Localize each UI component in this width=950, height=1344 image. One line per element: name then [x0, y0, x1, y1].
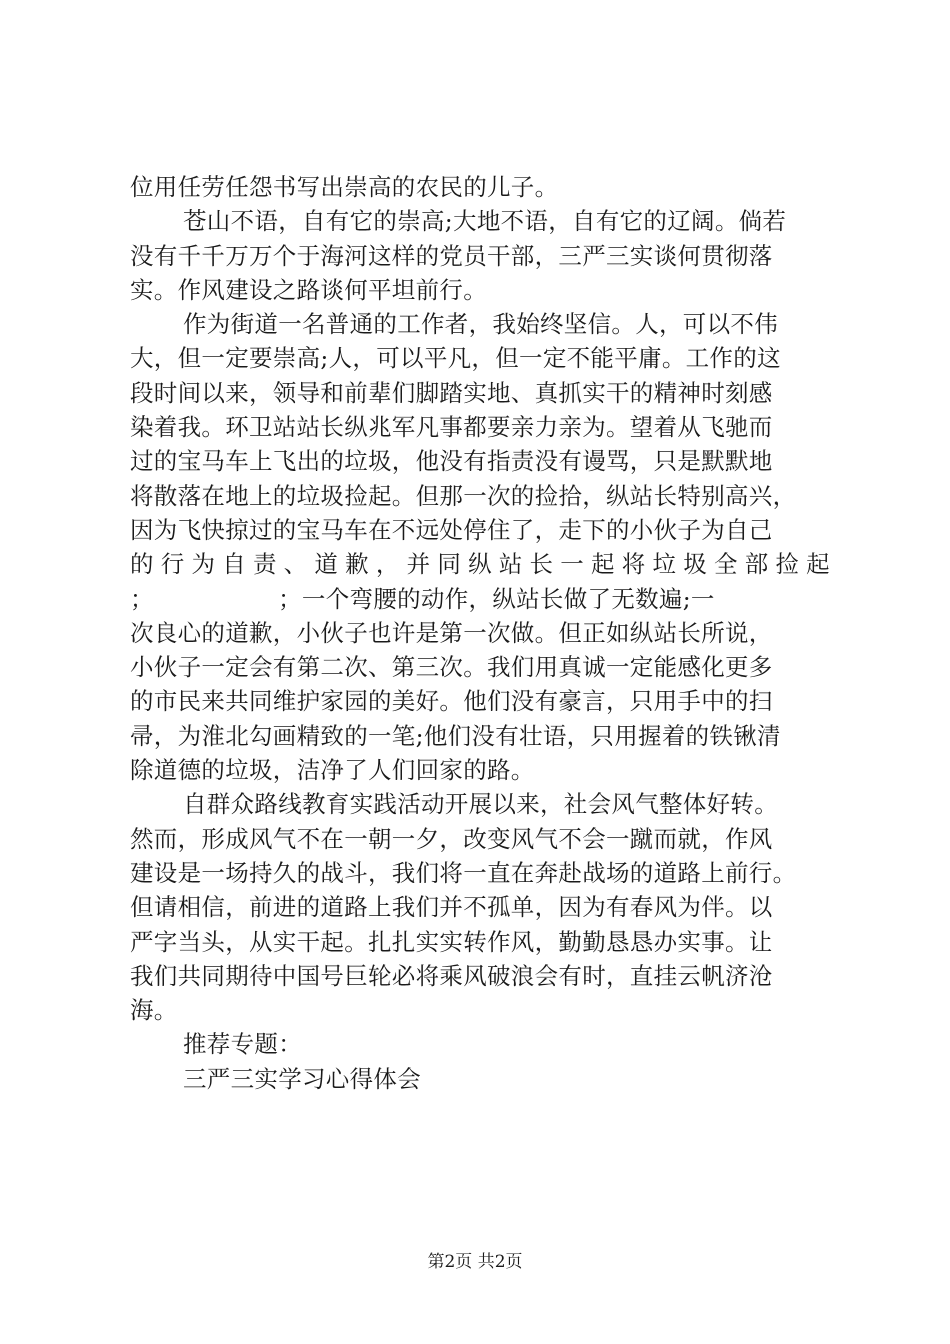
justified-char: 道: [314, 550, 339, 579]
page-footer: 第2页 共2页: [427, 1252, 523, 1272]
justified-char: 的: [130, 550, 154, 579]
justified-char: 责: [252, 550, 277, 579]
justified-char: 为: [191, 550, 216, 579]
justified-char: 长: [529, 550, 554, 579]
paragraph-line: ； ；一个弯腰的动作，纵站长做了无数遍;一: [130, 584, 715, 613]
paragraph-line: 过的宝马车上飞出的垃圾，他没有指责没有谩骂，只是默默地: [130, 447, 773, 476]
justified-char: 一: [560, 550, 585, 579]
justified-char: 并: [406, 550, 431, 579]
justified-char: 歉: [345, 550, 369, 579]
paragraph-line: 大，但一定要崇高;人，可以平凡，但一定不能平庸。工作的这: [130, 344, 781, 373]
paragraph-line-justified: [130, 547, 830, 581]
paragraph-line: 因为飞快掠过的宝马车在不远处停住了，走下的小伙子为自己: [130, 515, 773, 544]
justified-char: 圾: [683, 550, 708, 579]
justified-char: 起: [806, 550, 830, 579]
paragraph-line: 位用任劳任怨书写出崇高的农民的儿子。: [130, 173, 559, 201]
justified-char: 自: [222, 550, 247, 579]
justified-char: 全: [713, 550, 738, 579]
justified-char: 站: [498, 550, 523, 579]
paragraph-line: 自群众路线教育实践活动开展以来，社会风气整体好转。: [183, 790, 778, 819]
justified-char: 同: [437, 550, 462, 579]
justified-char: 起: [591, 550, 615, 579]
paragraph-line: 除道德的垃圾，洁净了人们回家的路。: [130, 756, 535, 785]
recommended-topics-label: 推荐专题：: [183, 1030, 302, 1059]
paragraph-line: 海。: [130, 996, 178, 1025]
paragraph-line: 染着我。环卫站站长纵兆军凡事都要亲力亲为。望着从飞驰而: [130, 413, 773, 442]
paragraph-line: 作为街道一名普通的工作者，我始终坚信。人，可以不伟: [183, 310, 778, 339]
justified-char: 、: [283, 550, 308, 579]
paragraph-line: 没有千千万万个于海河这样的党员干部，三严三实谈何贯彻落: [130, 241, 773, 270]
paragraph-line: 我们共同期待中国号巨轮必将乘风破浪会有时，直挂云帆济沧: [130, 961, 773, 990]
justified-char: 捡: [775, 550, 800, 579]
recommended-topic-link[interactable]: 三严三实学习心得体会: [183, 1064, 421, 1093]
justified-char: 垃: [652, 550, 677, 579]
justified-char: 纵: [468, 550, 492, 579]
justified-char: 将: [621, 550, 646, 579]
paragraph-line: 的市民来共同维护家园的美好。他们没有豪言，只用手中的扫: [130, 687, 773, 716]
paragraph-line: 段时间以来，领导和前辈们脚踏实地、真抓实干的精神时刻感: [130, 378, 773, 407]
paragraph-line: 次良心的道歉，小伙子也许是第一次做。但正如纵站长所说，: [130, 618, 773, 647]
paragraph-line: 但请相信，前进的道路上我们并不孤单，因为有春风为伴。以: [130, 893, 773, 922]
paragraph-line: 严字当头，从实干起。扎扎实实转作风，勤勤恳恳办实事。让: [130, 927, 773, 956]
justified-char: 行: [160, 550, 185, 579]
paragraph-line: 实。作风建设之路谈何平坦前行。: [130, 275, 487, 304]
document-body: [130, 170, 830, 1096]
paragraph-line: 小伙子一定会有第二次、第三次。我们用真诚一定能感化更多: [130, 653, 773, 682]
justified-char: 部: [744, 550, 769, 579]
paragraph-line: 然而，形成风气不在一朝一夕，改变风气不会一蹴而就，作风: [130, 824, 773, 853]
paragraph-line: 将散落在地上的垃圾捡起。但那一次的捡拾，纵站长特别高兴，: [130, 481, 797, 510]
paragraph-line: 苍山不语，自有它的崇高;大地不语，自有它的辽阔。倘若: [183, 207, 787, 236]
justified-char: ，: [375, 550, 400, 579]
paragraph-line: 建设是一场持久的战斗，我们将一直在奔赴战场的道路上前行。: [130, 858, 797, 887]
paragraph-line: 帚，为淮北勾画精致的一笔;他们没有壮语，只用握着的铁锹清: [130, 721, 781, 750]
